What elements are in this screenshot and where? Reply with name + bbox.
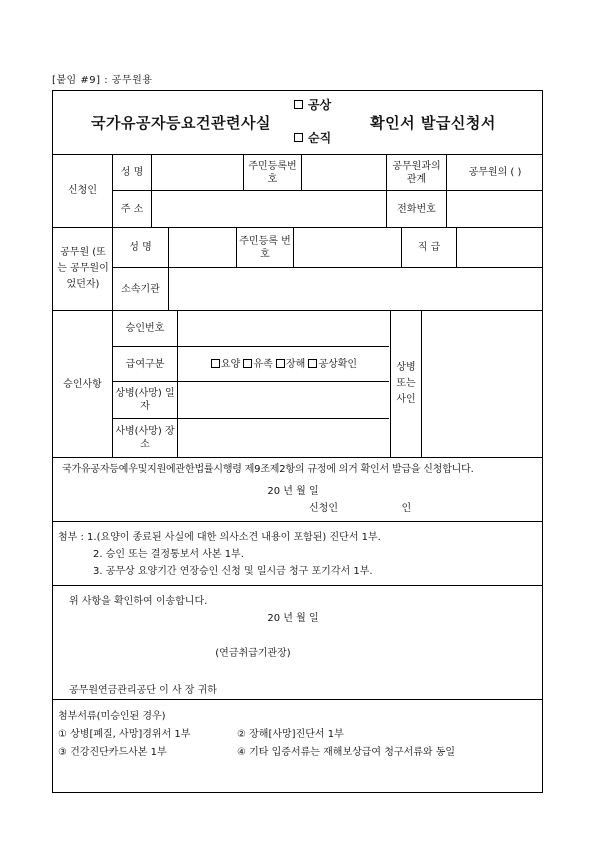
- affiliation-field[interactable]: [169, 268, 543, 310]
- option-line-of-duty-death[interactable]: 순직: [294, 129, 331, 145]
- footer-item-4: ④ 기타 입증서류는 재해보상급여 청구서류와 동일: [237, 746, 456, 758]
- attachment-label: [붙임 #9] : 공무원용: [52, 75, 153, 86]
- benefit-option-treatment[interactable]: 요양: [211, 358, 240, 371]
- applicant-name-label: 성 명: [120, 167, 144, 178]
- form-title-suffix: 확인서 발급신청서: [370, 113, 496, 132]
- applicant-phone-label: 전화번호: [397, 203, 436, 215]
- official-name-field[interactable]: [169, 228, 236, 267]
- checkbox-icon[interactable]: [308, 359, 317, 368]
- cause-field[interactable]: [422, 311, 543, 457]
- application-form: [52, 90, 543, 793]
- footer-item-2: ② 장해[사망]진단서 1부: [237, 728, 344, 740]
- applicant-relation-field[interactable]: 공무원의 ( ): [468, 167, 522, 178]
- benefit-option-injury-confirm[interactable]: 공상확인: [308, 358, 357, 371]
- footer-item-1: ① 상병[폐질, 사망]경위서 1부: [58, 728, 191, 740]
- recipient-label: 공무원연금관리공단 이 사 장 귀하: [69, 684, 217, 696]
- official-rrn-field[interactable]: [294, 228, 401, 267]
- applicant-rrn-label: 주민등록번호: [248, 160, 297, 185]
- checkbox-icon[interactable]: [294, 100, 303, 109]
- checkbox-icon[interactable]: [276, 359, 285, 368]
- applicant-name-field[interactable]: [152, 155, 243, 190]
- issuer-label: (연금취급기관장): [215, 647, 291, 659]
- benefit-option-survivor[interactable]: 유족: [243, 358, 272, 371]
- official-name-label: 성 명: [129, 242, 152, 253]
- applicant-phone-field[interactable]: [447, 191, 543, 227]
- applicant-address-field[interactable]: [152, 191, 386, 227]
- approval-section-label: 승인사항: [63, 378, 102, 390]
- attachment-line-2: 2. 승인 또는 결정통보서 사본 1부.: [93, 548, 244, 560]
- form-title: 국가유공자등요건관련사실: [91, 113, 271, 132]
- injury-date-field[interactable]: [178, 382, 390, 418]
- confirmation-date: 20 년 월 일: [267, 612, 319, 624]
- declaration-text: 국가유공자등예우및지원에관한법률시행령 제9조제2항의 규정에 의거 확인서 발급을 신청합니다.: [62, 463, 474, 475]
- attachment-line-1: 첨부 : 1.(요양이 종료된 사실에 대한 의사소견 내용이 포함된) 진단서 1부.: [58, 531, 381, 543]
- benefit-type-label: 급여구분: [125, 358, 165, 370]
- injury-date-label: 상병(사망) 일 자: [115, 388, 175, 412]
- footer-item-3: ③ 건강진단카드사본 1부: [58, 746, 167, 758]
- benefit-type-options: [178, 347, 390, 381]
- official-section-label: 공무원 (또는 공무원이었던자): [57, 247, 109, 290]
- checkbox-icon[interactable]: [243, 359, 252, 368]
- confirmation-text: 위 사항을 확인하여 이송합니다.: [69, 595, 208, 607]
- applicant-rrn-field[interactable]: [302, 155, 386, 190]
- incident-place-label: 사병(사망) 장 소: [115, 426, 175, 450]
- applicant-signature: 신청인 인: [309, 502, 412, 514]
- option-public-duty[interactable]: 공상: [294, 96, 331, 112]
- attachment-line-3: 3. 공무상 요양기간 연장승인 신청 및 일시금 청구 포기각서 1부.: [93, 565, 373, 577]
- official-rrn-label: 주민등록 번 호: [239, 235, 291, 260]
- checkbox-icon[interactable]: [294, 133, 303, 142]
- official-rank-field[interactable]: [457, 228, 543, 267]
- declaration-date: 20 년 월 일: [267, 485, 319, 497]
- incident-place-field[interactable]: [178, 419, 390, 457]
- official-rank-label: 직 급: [417, 242, 441, 253]
- approval-number-label: 승인번호: [125, 323, 165, 334]
- benefit-option-disability[interactable]: 장해: [276, 358, 305, 371]
- affiliation-label: 소속기관: [121, 283, 160, 295]
- footer-heading: 첨부서류(미승인된 경우): [58, 710, 166, 722]
- checkbox-icon[interactable]: [211, 359, 220, 368]
- approval-number-field[interactable]: [178, 311, 390, 346]
- cause-label: 상병 또는 사인: [396, 362, 416, 405]
- applicant-relation-label: 공무원과의 관계: [392, 160, 441, 185]
- applicant-section-label: 신청인: [68, 185, 97, 196]
- applicant-address-label: 주 소: [120, 203, 144, 215]
